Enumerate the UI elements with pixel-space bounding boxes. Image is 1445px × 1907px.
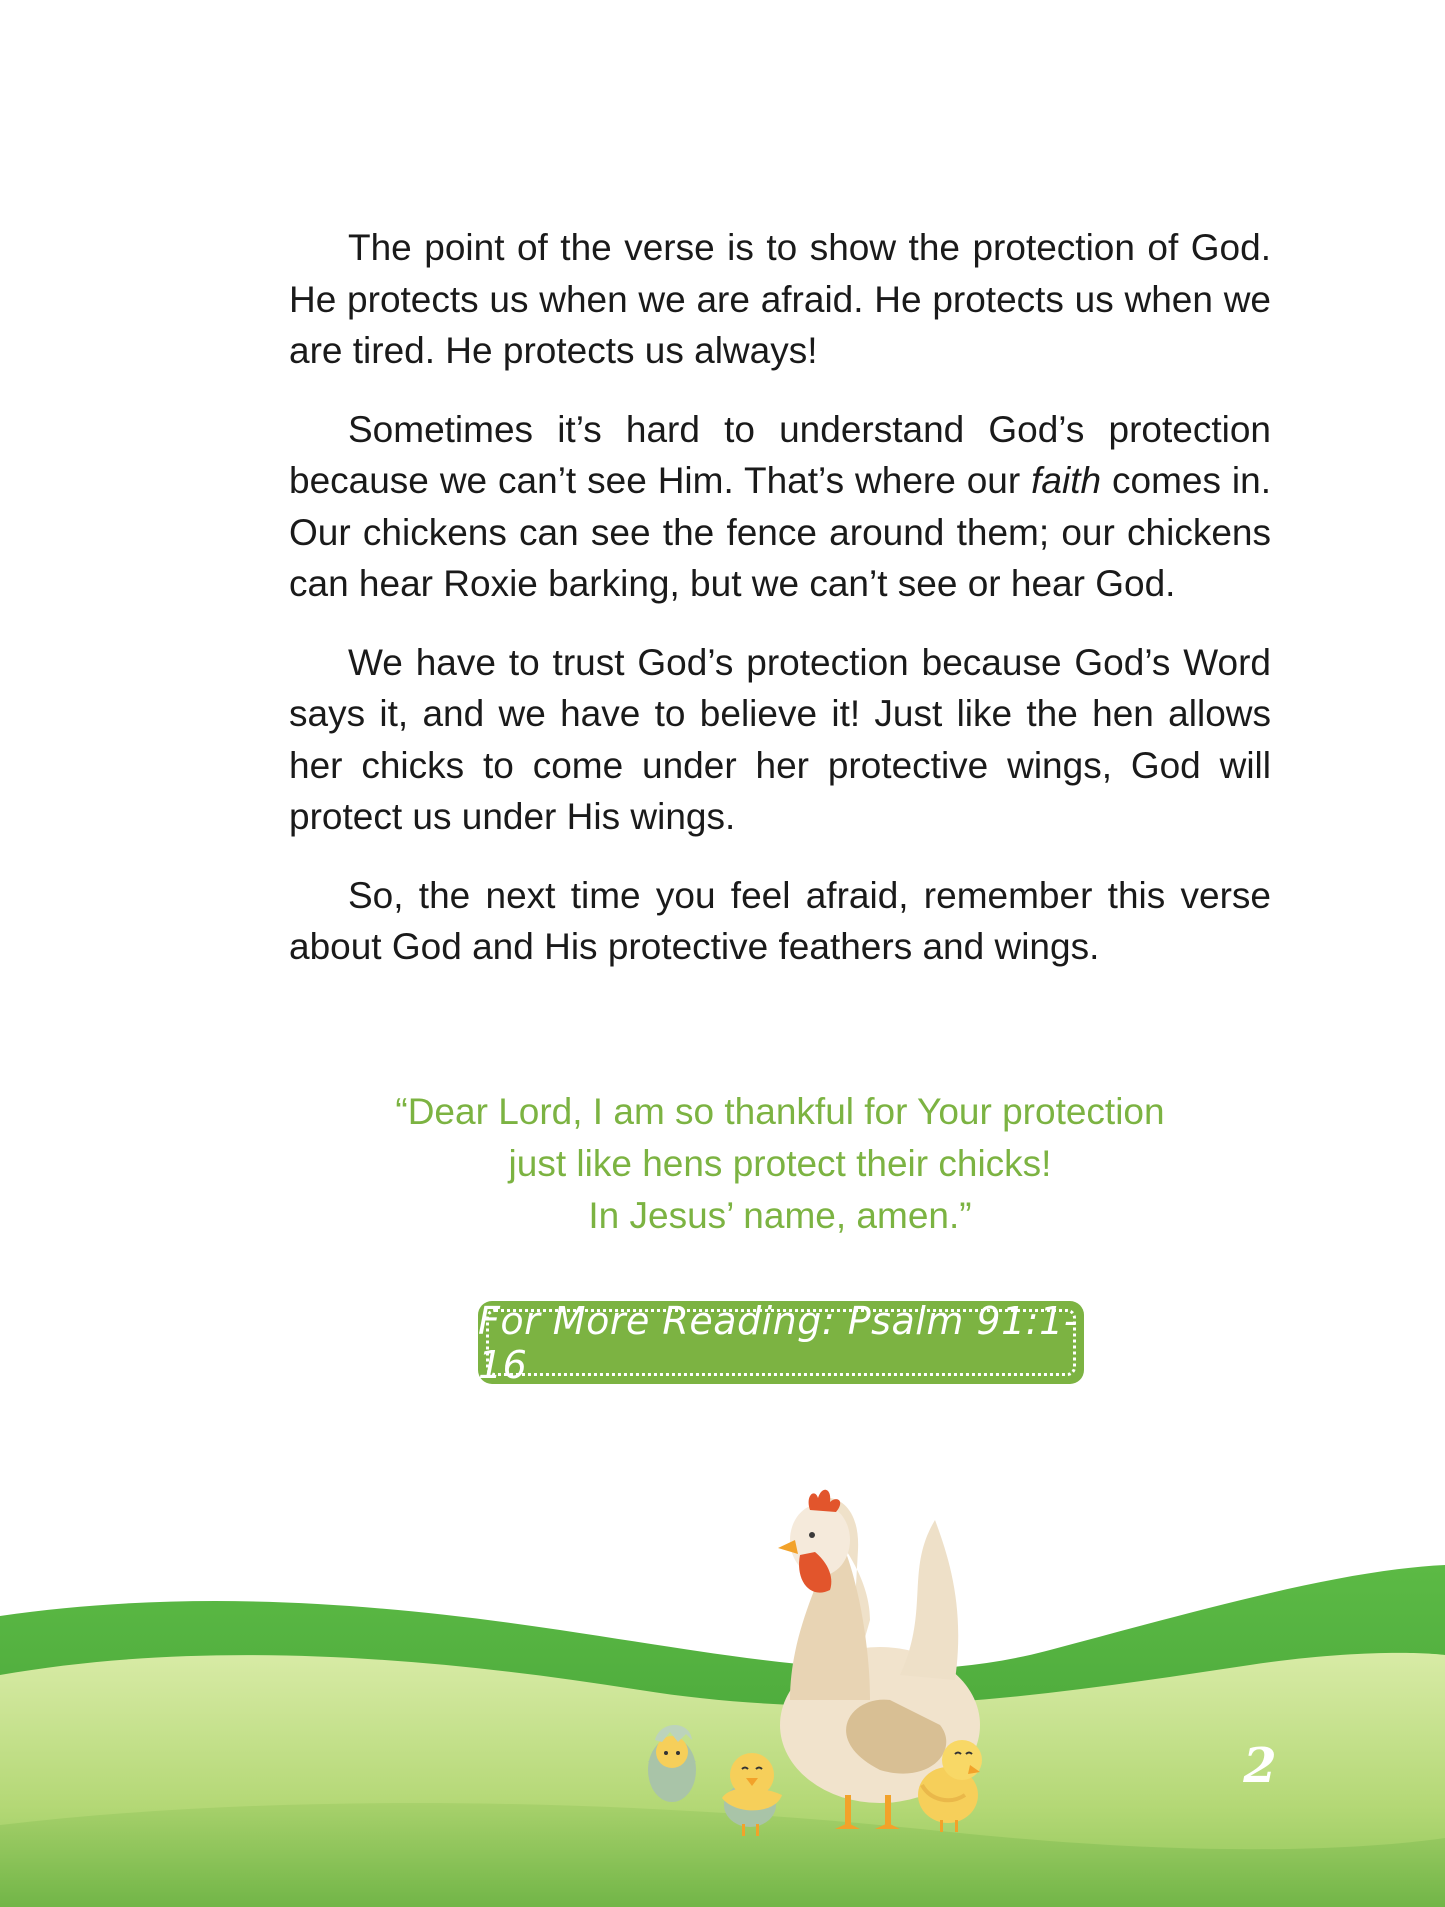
paragraph-3: We have to trust God’s protection because God’s Word says it, and we have to believe it! Just like the hen allows her chicks to come under her protective wings, God will protect us under His wings. (289, 641, 1271, 837)
paragraph-1: The point of the verse is to show the protection of God. He protects us when we are afraid. He protects us when we are tired. He protects us always! (289, 227, 1271, 371)
paragraph-2-after: comes in. Our chickens can see the fence around them; our chickens can hear Roxie barking, but we can’t see or hear God. (289, 460, 1271, 604)
more-reading-label: For More Reading: Psalm 91:1-16 (478, 1298, 1078, 1387)
farm-scene-illustration (0, 1440, 1445, 1907)
faith-emphasis: faith (1031, 460, 1102, 501)
paragraph-2-before: Sometimes it’s hard to understand God’s protection because we can’t see Him. That’s where our (289, 408, 1271, 501)
prayer-line-2: just like hens protect their chicks! (508, 1143, 1052, 1184)
page-number: 2 (1243, 1738, 1277, 1794)
more-reading-badge (478, 1298, 1084, 1387)
prayer-line-3: In Jesus’ name, amen.” (588, 1195, 972, 1236)
paragraph-4: So, the next time you feel afraid, remember this verse about God and His protective feathers and wings. (289, 874, 1271, 967)
prayer-line-1: “Dear Lord, I am so thankful for Your protection (395, 1091, 1165, 1132)
paragraph-2 (289, 404, 1271, 610)
body-text (289, 222, 1271, 1000)
prayer-quote (289, 1086, 1271, 1242)
